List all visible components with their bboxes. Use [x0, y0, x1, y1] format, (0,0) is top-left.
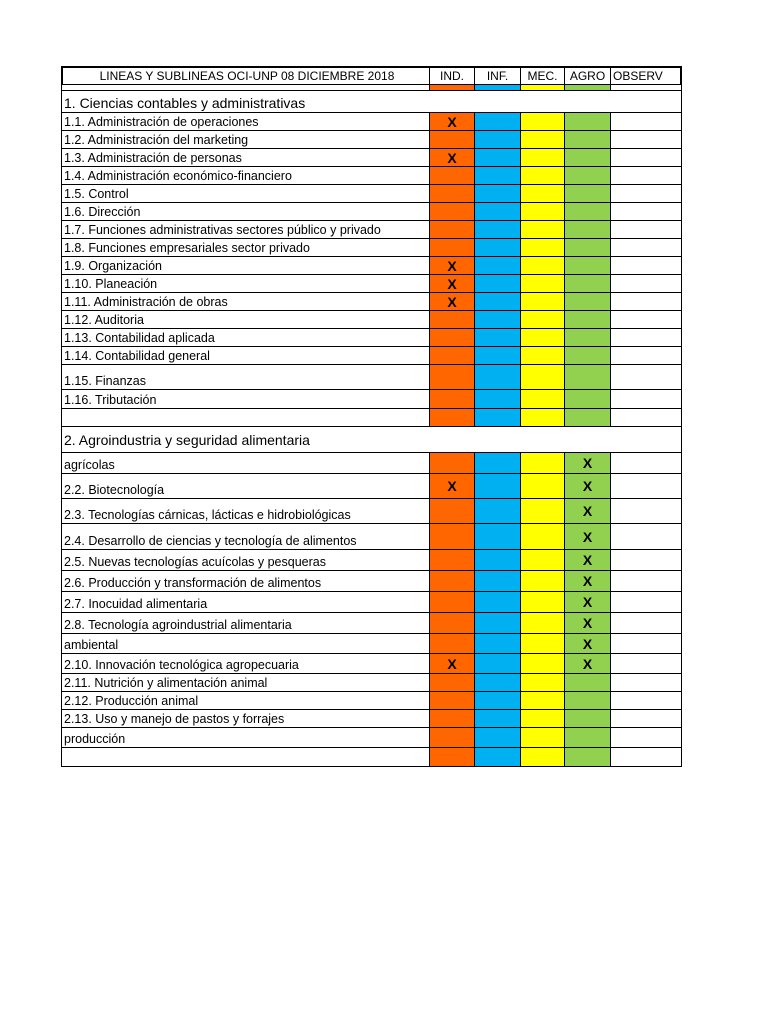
inf-cell — [475, 257, 521, 275]
ind-mark — [430, 728, 475, 748]
row-label: 2.7. Inocuidad alimentaria — [61, 592, 430, 613]
row-label: 1.9. Organización — [61, 257, 430, 275]
agro-mark — [565, 131, 611, 149]
table-header — [61, 66, 682, 85]
table-row — [61, 185, 682, 203]
agro-mark — [565, 257, 611, 275]
observ-cell — [611, 654, 682, 674]
agro-mark — [565, 185, 611, 203]
agro-mark: X — [565, 571, 611, 592]
agro-mark: X — [565, 634, 611, 654]
agro-mark — [565, 275, 611, 293]
row-label: 1.3. Administración de personas — [61, 149, 430, 167]
section-1-rows — [61, 113, 682, 409]
agro-mark — [565, 221, 611, 239]
blank-mec — [521, 409, 565, 427]
table-row — [61, 329, 682, 347]
observ-cell — [611, 329, 682, 347]
inf-cell — [475, 347, 521, 365]
observ-cell — [611, 167, 682, 185]
mec-cell — [521, 131, 565, 149]
row-label: 1.4. Administración económico-financiero — [61, 167, 430, 185]
mec-cell — [521, 347, 565, 365]
section-1-heading — [61, 91, 682, 113]
ind-mark: X — [430, 275, 475, 293]
blank-obs — [611, 409, 682, 427]
table-row — [61, 524, 682, 550]
blank-row-end — [61, 748, 682, 767]
agro-mark — [565, 365, 611, 390]
agro-mark — [565, 329, 611, 347]
ind-mark — [430, 203, 475, 221]
row-label: 2.4. Desarrollo de ciencias y tecnología de alimentos — [61, 524, 430, 550]
observ-cell — [611, 674, 682, 692]
mec-cell — [521, 710, 565, 728]
observ-cell — [611, 710, 682, 728]
table-row — [61, 692, 682, 710]
inf-cell — [475, 571, 521, 592]
inf-cell — [475, 221, 521, 239]
inf-cell — [475, 203, 521, 221]
mec-cell — [521, 524, 565, 550]
inf-cell — [475, 390, 521, 409]
ind-mark: X — [430, 474, 475, 499]
ind-mark — [430, 613, 475, 634]
mec-cell — [521, 257, 565, 275]
row-label: 1.13. Contabilidad aplicada — [61, 329, 430, 347]
agro-mark — [565, 167, 611, 185]
table-row — [61, 365, 682, 390]
mec-cell — [521, 329, 565, 347]
ind-mark — [430, 329, 475, 347]
row-label: 2.2. Biotecnología — [61, 474, 430, 499]
ind-mark — [430, 347, 475, 365]
section-1-title: 1. Ciencias contables y administrativas — [61, 91, 682, 113]
mec-cell — [521, 293, 565, 311]
section-2-rows — [61, 453, 682, 748]
mec-cell — [521, 221, 565, 239]
observ-cell — [611, 524, 682, 550]
header-mec: MEC. — [521, 68, 565, 85]
inf-cell — [475, 149, 521, 167]
inf-cell — [475, 167, 521, 185]
observ-cell — [611, 634, 682, 654]
mec-cell — [521, 474, 565, 499]
ind-mark — [430, 185, 475, 203]
inf-cell — [475, 550, 521, 571]
table-row — [61, 167, 682, 185]
row-label: 1.14. Contabilidad general — [61, 347, 430, 365]
row-label: 2.13. Uso y manejo de pastos y forrajes — [61, 710, 430, 728]
inf-cell — [475, 692, 521, 710]
table-row — [61, 203, 682, 221]
agro-mark — [565, 113, 611, 131]
mec-cell — [521, 275, 565, 293]
mec-cell — [521, 185, 565, 203]
table-row — [61, 390, 682, 409]
mec-cell — [521, 149, 565, 167]
ind-mark — [430, 692, 475, 710]
mec-cell — [521, 613, 565, 634]
row-label: 1.6. Dirección — [61, 203, 430, 221]
mec-cell — [521, 592, 565, 613]
blank-label — [61, 409, 430, 427]
ind-mark — [430, 167, 475, 185]
table-row — [61, 613, 682, 634]
ind-mark — [430, 550, 475, 571]
observ-cell — [611, 728, 682, 748]
observ-cell — [611, 571, 682, 592]
blank-agro — [565, 409, 611, 427]
blank-end-label — [61, 748, 430, 767]
agro-mark: X — [565, 613, 611, 634]
header-title: LINEAS Y SUBLINEAS OCI-UNP 08 DICIEMBRE 2018 — [61, 68, 430, 85]
observ-cell — [611, 113, 682, 131]
observ-cell — [611, 221, 682, 239]
row-label: ambiental — [61, 634, 430, 654]
row-label: producción — [61, 728, 430, 748]
ind-mark: X — [430, 654, 475, 674]
ind-mark — [430, 239, 475, 257]
agro-mark: X — [565, 453, 611, 474]
inf-cell — [475, 674, 521, 692]
ind-mark — [430, 453, 475, 474]
observ-cell — [611, 347, 682, 365]
agro-mark: X — [565, 499, 611, 524]
inf-cell — [475, 634, 521, 654]
row-label: 1.11. Administración de obras — [61, 293, 430, 311]
row-label: 1.15. Finanzas — [61, 365, 430, 390]
observ-cell — [611, 474, 682, 499]
table-row — [61, 499, 682, 524]
inf-cell — [475, 524, 521, 550]
agro-mark: X — [565, 474, 611, 499]
row-label: 2.11. Nutrición y alimentación animal — [61, 674, 430, 692]
mec-cell — [521, 390, 565, 409]
inf-cell — [475, 185, 521, 203]
row-label: 1.7. Funciones administrativas sectores público y privado — [61, 221, 430, 239]
observ-cell — [611, 185, 682, 203]
mec-cell — [521, 365, 565, 390]
row-label: agrícolas — [61, 453, 430, 474]
inf-cell — [475, 311, 521, 329]
blank-end-ind — [430, 748, 475, 767]
mec-cell — [521, 571, 565, 592]
table-row — [61, 592, 682, 613]
header-inf: INF. — [475, 68, 521, 85]
ind-mark: X — [430, 149, 475, 167]
blank-end-obs — [611, 748, 682, 767]
blank-ind — [430, 409, 475, 427]
inf-cell — [475, 654, 521, 674]
inf-cell — [475, 453, 521, 474]
inf-cell — [475, 131, 521, 149]
inf-cell — [475, 113, 521, 131]
header-agro: AGRO — [565, 68, 611, 85]
mec-cell — [521, 692, 565, 710]
agro-mark: X — [565, 654, 611, 674]
section-2-heading — [61, 427, 682, 453]
row-label: 1.16. Tributación — [61, 390, 430, 409]
observ-cell — [611, 499, 682, 524]
row-label: 1.8. Funciones empresariales sector privado — [61, 239, 430, 257]
mec-cell — [521, 728, 565, 748]
observ-cell — [611, 365, 682, 390]
mec-cell — [521, 239, 565, 257]
row-label: 1.12. Auditoria — [61, 311, 430, 329]
table-row — [61, 550, 682, 571]
inf-cell — [475, 499, 521, 524]
observ-cell — [611, 592, 682, 613]
ind-mark — [430, 311, 475, 329]
row-label: 1.10. Planeación — [61, 275, 430, 293]
ind-mark — [430, 221, 475, 239]
agro-mark — [565, 311, 611, 329]
row-label: 1.2. Administración del marketing — [61, 131, 430, 149]
ind-mark — [430, 390, 475, 409]
blank-row — [61, 409, 682, 427]
table-row — [61, 293, 682, 311]
ind-mark — [430, 571, 475, 592]
agro-mark — [565, 710, 611, 728]
observ-cell — [611, 550, 682, 571]
agro-mark: X — [565, 592, 611, 613]
observ-cell — [611, 203, 682, 221]
header-ind: IND. — [430, 68, 475, 85]
table-row — [61, 674, 682, 692]
observ-cell — [611, 613, 682, 634]
agro-mark — [565, 239, 611, 257]
ind-mark: X — [430, 293, 475, 311]
observ-cell — [611, 257, 682, 275]
table-row — [61, 474, 682, 499]
row-label: 2.10. Innovación tecnológica agropecuaria — [61, 654, 430, 674]
observ-cell — [611, 239, 682, 257]
ind-mark: X — [430, 257, 475, 275]
row-label: 2.6. Producción y transformación de alimentos — [61, 571, 430, 592]
table-row — [61, 131, 682, 149]
observ-cell — [611, 131, 682, 149]
row-label: 2.12. Producción animal — [61, 692, 430, 710]
table-row — [61, 239, 682, 257]
observ-cell — [611, 293, 682, 311]
blank-inf — [475, 409, 521, 427]
mec-cell — [521, 634, 565, 654]
table-row — [61, 654, 682, 674]
row-label: 1.1. Administración de operaciones — [61, 113, 430, 131]
inf-cell — [475, 474, 521, 499]
table-row — [61, 634, 682, 654]
row-label: 2.8. Tecnología agroindustrial alimentaria — [61, 613, 430, 634]
mec-cell — [521, 674, 565, 692]
table-row — [61, 728, 682, 748]
observ-cell — [611, 692, 682, 710]
observ-cell — [611, 453, 682, 474]
observ-cell — [611, 149, 682, 167]
agro-mark — [565, 149, 611, 167]
agro-mark — [565, 728, 611, 748]
blank-end-inf — [475, 748, 521, 767]
mec-cell — [521, 113, 565, 131]
table-row — [61, 347, 682, 365]
table-row — [61, 257, 682, 275]
header-observ: OBSERV — [611, 68, 682, 85]
section-2-title: 2. Agroindustria y seguridad alimentaria — [61, 427, 682, 453]
ind-mark — [430, 674, 475, 692]
agro-mark — [565, 674, 611, 692]
mec-cell — [521, 203, 565, 221]
inf-cell — [475, 239, 521, 257]
ind-mark — [430, 592, 475, 613]
mec-cell — [521, 654, 565, 674]
inf-cell — [475, 329, 521, 347]
ind-mark — [430, 710, 475, 728]
inf-cell — [475, 728, 521, 748]
ind-mark — [430, 365, 475, 390]
table-row — [61, 113, 682, 131]
table-row — [61, 149, 682, 167]
inf-cell — [475, 365, 521, 390]
table-row — [61, 275, 682, 293]
inf-cell — [475, 275, 521, 293]
ind-mark — [430, 499, 475, 524]
row-label: 1.5. Control — [61, 185, 430, 203]
inf-cell — [475, 710, 521, 728]
table-row — [61, 311, 682, 329]
ind-mark — [430, 131, 475, 149]
table-row — [61, 710, 682, 728]
agro-mark — [565, 390, 611, 409]
row-label: 2.3. Tecnologías cárnicas, lácticas e hidrobiológicas — [61, 499, 430, 524]
observ-cell — [611, 311, 682, 329]
agro-mark: X — [565, 524, 611, 550]
agro-mark — [565, 347, 611, 365]
observ-cell — [611, 275, 682, 293]
blank-end-mec — [521, 748, 565, 767]
agro-mark — [565, 692, 611, 710]
table-row — [61, 571, 682, 592]
agro-mark: X — [565, 550, 611, 571]
row-label: 2.5. Nuevas tecnologías acuícolas y pesqueras — [61, 550, 430, 571]
agro-mark — [565, 203, 611, 221]
mec-cell — [521, 167, 565, 185]
ind-mark: X — [430, 113, 475, 131]
mec-cell — [521, 311, 565, 329]
observ-cell — [611, 390, 682, 409]
inf-cell — [475, 613, 521, 634]
mec-cell — [521, 550, 565, 571]
agro-mark — [565, 293, 611, 311]
table-row — [61, 453, 682, 474]
inf-cell — [475, 293, 521, 311]
table-row — [61, 221, 682, 239]
mec-cell — [521, 499, 565, 524]
lines-table — [61, 66, 682, 767]
mec-cell — [521, 453, 565, 474]
ind-mark — [430, 634, 475, 654]
blank-end-agro — [565, 748, 611, 767]
inf-cell — [475, 592, 521, 613]
ind-mark — [430, 524, 475, 550]
